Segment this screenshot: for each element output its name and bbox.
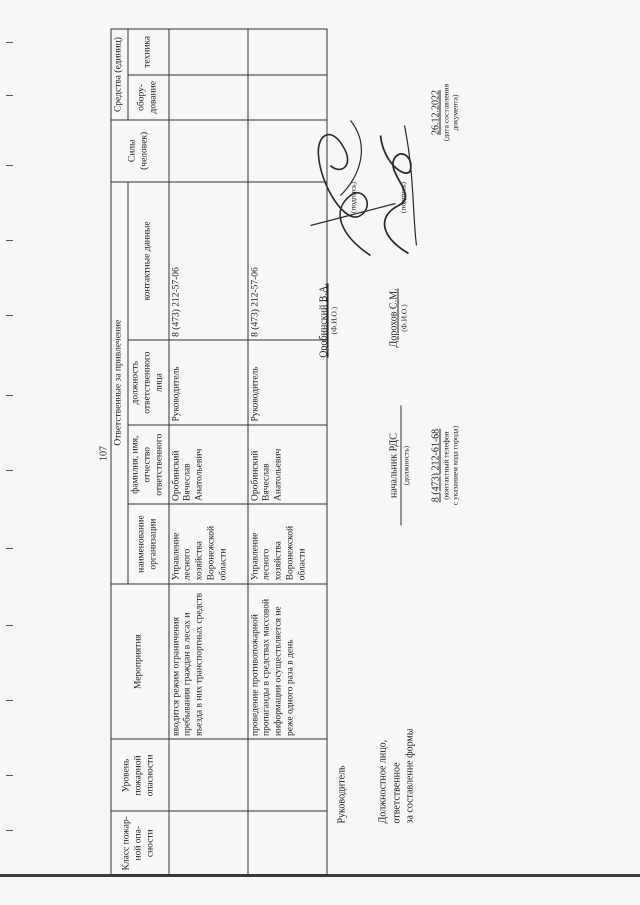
date-caption-line-1: (дата составления — [441, 83, 450, 141]
responsible-position: начальник РДС — [388, 432, 399, 498]
header-level: Уровень пожарной опасности — [111, 739, 169, 811]
header-responsible: Ответственные за привлечение — [111, 181, 128, 583]
head-name: Оробинский В.А. — [318, 282, 329, 358]
cell-level — [168, 739, 247, 811]
phone-caption-line-2: с указанием кода города) — [450, 425, 459, 505]
header-equipment: обору-дование — [127, 74, 168, 120]
cell-class — [247, 811, 326, 875]
cell-person-name: Оробинский Вячеслав Анатольевич — [168, 425, 247, 504]
header-org-name: наименование организации — [127, 504, 168, 583]
head-fio-caption: (Ф.И.О.) — [329, 306, 338, 334]
phone-block — [430, 405, 459, 525]
header-machinery: техника — [127, 29, 168, 75]
date-caption-line-2: документа) — [450, 93, 459, 131]
header-class: Класс пожар-ной опа-сности — [111, 811, 169, 875]
cell-measures: проведение противопожарной пропаганды в средствах массовой информации осуществляется не реже одного раза в день — [247, 583, 326, 739]
responsible-position-block — [388, 405, 410, 525]
head-name-block — [318, 275, 338, 365]
header-forces: Силы (человек) — [111, 120, 169, 181]
responsible-label-line-1: Должностное лицо, — [377, 739, 388, 823]
cell-equipment — [168, 74, 247, 120]
document-date: 26.12.2022 — [430, 89, 441, 135]
header-means: Средства (единиц) — [111, 29, 128, 120]
header-row-1 — [111, 29, 128, 875]
header-contacts: контактные данные — [127, 181, 168, 340]
cell-person-name: Оробинский Вячеслав Анатольевич — [247, 425, 326, 504]
cell-org-name: Управление лесного хозяйства Воронежской области — [168, 504, 247, 583]
phone-caption-line-1: (контактный телефон — [441, 430, 450, 500]
cell-machinery — [168, 29, 247, 75]
responsible-label — [376, 728, 417, 823]
cell-contacts: 8 (473) 212-57-06 — [247, 181, 326, 340]
responsible-name: Дорохов С.М. — [388, 288, 399, 347]
responsible-label-line-3: за составление формы — [404, 728, 415, 823]
fire-measures-table — [110, 28, 327, 875]
header-position: должность ответственного лица — [127, 340, 168, 425]
table-row — [168, 29, 247, 875]
responsible-name-block — [388, 275, 408, 360]
cell-machinery — [247, 29, 326, 75]
responsible-fio-caption: (Ф.И.О.) — [399, 303, 408, 332]
responsible-signature-caption: (подпись) — [398, 181, 407, 213]
cell-measures: вводится режим ограничения пребывания граждан в лесах и въезда в них транспортных средств — [168, 583, 247, 739]
head-signature-caption: (подпись) — [348, 181, 357, 213]
cell-level — [247, 739, 326, 811]
phone-number: 8 (473) 212-61-68 — [430, 428, 441, 502]
responsible-handwritten-signature — [368, 115, 438, 265]
head-label: Руководитель — [336, 764, 347, 823]
responsible-label-line-2: ответственное — [390, 761, 402, 823]
cell-position: Руководитель — [168, 340, 247, 425]
page-number: 107 — [98, 445, 109, 461]
cell-position: Руководитель — [247, 340, 326, 425]
header-measures: Мероприятия — [111, 583, 169, 739]
cell-equipment — [247, 74, 326, 120]
position-caption: (должность) — [401, 445, 410, 485]
cell-class — [168, 811, 247, 875]
cell-forces — [168, 120, 247, 181]
cell-org-name: Управление лесного хозяйства Воронежской области — [247, 504, 326, 583]
header-person-name: фамилия, имя, отчество ответственного — [127, 425, 168, 504]
cell-contacts: 8 (473) 212-57-06 — [168, 181, 247, 340]
